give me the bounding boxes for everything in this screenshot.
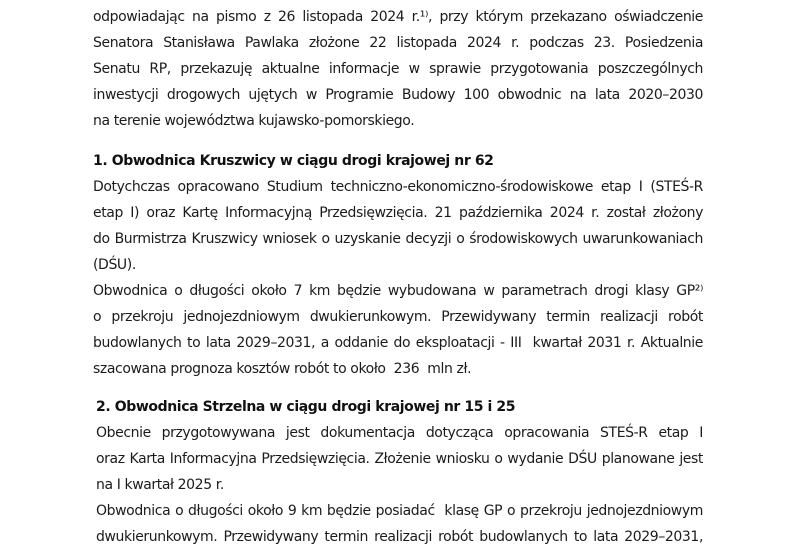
text-line: do Burmistrza Kruszwicy wniosek o uzyskanie decyzji o środowiskowych uwarunkowaniach <box>93 231 703 247</box>
text-line: Senatora Stanisława Pawlaka złożone 22 listopada 2024 r. podczas 23. Posiedzenia <box>93 35 703 51</box>
section-1 <box>93 148 703 382</box>
text-line: o przekroju jednojezdniowym dwukierunkowym. Przewidywany termin realizacji robót <box>93 309 703 325</box>
section-2 <box>93 394 703 545</box>
text-line: odpowiadając na pismo z 26 listopada 2024 r.¹⁾, przy którym przekazano oświadczenie <box>93 9 703 25</box>
text-line: Obecnie przygotowywana jest dokumentacja dotycząca opracowania STEŚ-R etap I <box>96 425 703 441</box>
text-line: Obwodnica o długości około 7 km będzie wybudowana w parametrach drogi klasy GP²⁾ <box>93 283 703 299</box>
text-line: etap I) oraz Kartę Informacyjną Przedsięwzięcia. 21 października 2024 r. został złożony <box>93 205 703 221</box>
text-line: (DŚU). <box>93 257 136 273</box>
section-heading: 1. Obwodnica Kruszwicy w ciągu drogi krajowej nr 62 <box>93 153 494 169</box>
text-line: szacowana prognoza kosztów robót to około 236 mln zł. <box>93 361 472 377</box>
text-line: oraz Karta Informacyjna Przedsięwzięcia. Złożenie wniosku o wydanie DŚU planowane jest <box>96 451 703 467</box>
section-1-paragraph-2 <box>93 278 703 382</box>
document-content <box>93 4 703 545</box>
text-line: na terenie województwa kujawsko-pomorskiego. <box>93 113 415 129</box>
text-line: na I kwartał 2025 r. <box>96 477 224 493</box>
text-line: Senatu RP, przekazuję aktualne informacje w sprawie przygotowania poszczególnych <box>93 61 703 77</box>
section-1-paragraph-1 <box>93 174 703 278</box>
text-line: inwestycji drogowych ujętych w Programie Budowy 100 obwodnic na lata 2020–2030 <box>93 87 703 103</box>
section-2-paragraph-1 <box>96 420 703 498</box>
text-line: Obwodnica o długości około 9 km będzie posiadać klasę GP o przekroju jednojezdniowym <box>96 503 703 519</box>
text-line: dwukierunkowym. Przewidywany termin realizacji robót budowlanych to lata 2029–2031, <box>96 529 703 545</box>
text-line: Dotychczas opracowano Studium techniczno-ekonomiczno-środowiskowe etap I (STEŚ-R <box>93 179 703 195</box>
section-2-paragraph-2 <box>96 498 703 545</box>
text-line: budowlanych to lata 2029–2031, a oddanie do eksploatacji - III kwartał 2031 r. Aktualnie <box>93 335 703 351</box>
section-heading: 2. Obwodnica Strzelna w ciągu drogi krajowej nr 15 i 25 <box>96 399 516 415</box>
intro-paragraph <box>93 4 703 134</box>
